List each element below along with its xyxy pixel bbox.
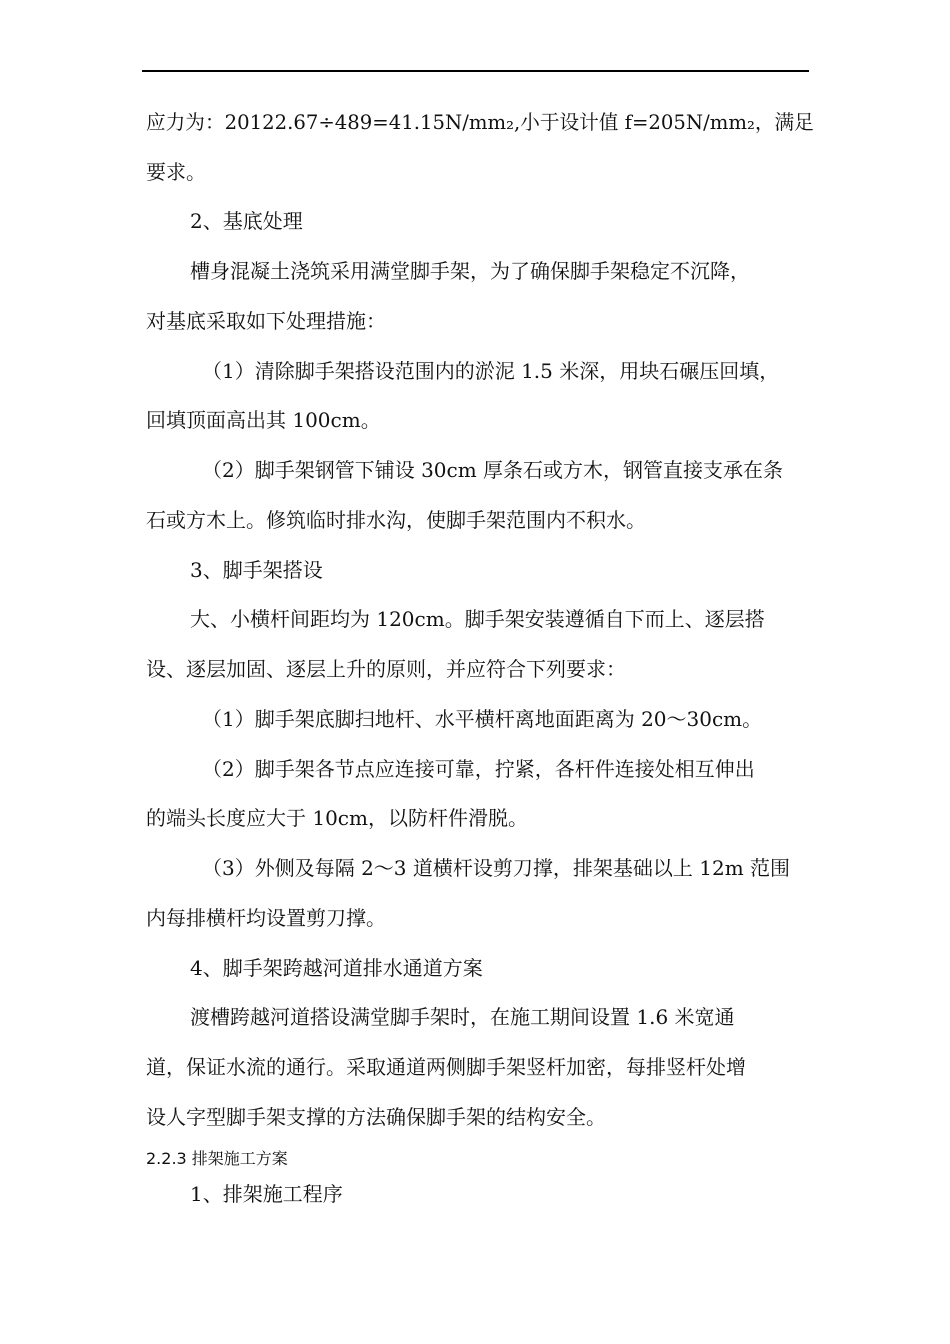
text-line: 回填顶面高出其 100cm。 bbox=[146, 408, 381, 432]
text-line: （2）脚手架钢管下铺设 30cm 厚条石或方木，钢管直接支承在条 bbox=[202, 458, 784, 482]
subsection-heading: 2.2.3 排架施工方案 bbox=[146, 1149, 288, 1168]
text-line: （1）脚手架底脚扫地杆、水平横杆离地面距离为 20～30cm。 bbox=[202, 707, 763, 731]
section-heading: 1、排架施工程序 bbox=[190, 1182, 343, 1206]
text-line: 道，保证水流的通行。采取通道两侧脚手架竖杆加密，每排竖杆处增 bbox=[146, 1055, 746, 1079]
header-rule bbox=[142, 70, 809, 72]
text-line: 渡槽跨越河道搭设满堂脚手架时，在施工期间设置 1.6 米宽通 bbox=[190, 1005, 735, 1029]
text-line: 内每排横杆均设置剪刀撑。 bbox=[146, 906, 386, 930]
text-line: 大、小横杆间距均为 120cm。脚手架安装遵循自下而上、逐层搭 bbox=[190, 607, 765, 631]
text-line: （3）外侧及每隔 2～3 道横杆设剪刀撑，排架基础以上 12m 范围 bbox=[202, 856, 791, 880]
text-line: （2）脚手架各节点应连接可靠，拧紧，各杆件连接处相互伸出 bbox=[202, 757, 755, 781]
text-line: 的端头长度应大于 10cm，以防杆件滑脱。 bbox=[146, 806, 528, 830]
text-line: 设、逐层加固、逐层上升的原则，并应符合下列要求： bbox=[146, 657, 626, 681]
text-line: 应力为：20122.67÷489=41.15N/mm₂,小于设计值 f=205N/mm₂，满足 bbox=[146, 110, 814, 134]
text-line: （1）清除脚手架搭设范围内的淤泥 1.5 米深，用块石碾压回填， bbox=[202, 359, 780, 383]
section-heading: 4、脚手架跨越河道排水通道方案 bbox=[190, 956, 483, 980]
text-line: 要求。 bbox=[146, 160, 206, 184]
text-line: 石或方木上。修筑临时排水沟，使脚手架范围内不积水。 bbox=[146, 508, 646, 532]
section-heading: 2、基底处理 bbox=[190, 209, 303, 233]
text-line: 槽身混凝土浇筑采用满堂脚手架，为了确保脚手架稳定不沉降， bbox=[190, 259, 750, 283]
section-heading: 3、脚手架搭设 bbox=[190, 558, 323, 582]
text-line: 设人字型脚手架支撑的方法确保脚手架的结构安全。 bbox=[146, 1105, 606, 1129]
text-line: 对基底采取如下处理措施： bbox=[146, 309, 386, 333]
